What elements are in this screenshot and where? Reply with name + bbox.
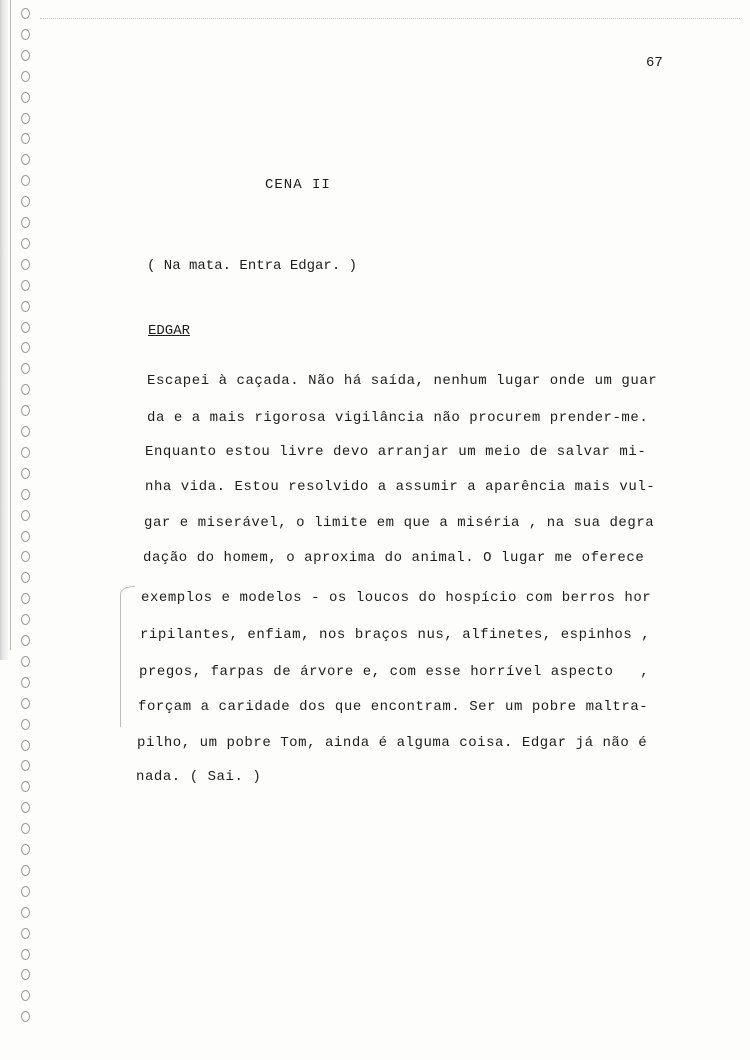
- binder-edge: [0, 0, 8, 660]
- punch-hole: [21, 71, 30, 82]
- punch-hole: [21, 154, 30, 165]
- punch-hole: [21, 217, 30, 228]
- speech-line: exemplos e modelos - os loucos do hospício com berros hor: [141, 590, 652, 606]
- punch-hole: [21, 113, 30, 124]
- punch-hole: [21, 969, 30, 980]
- punch-hole: [21, 322, 30, 333]
- punch-hole: [21, 656, 30, 667]
- punch-hole: [21, 238, 30, 249]
- speech-line: gar e miserável, o limite em que a miséria , na sua degra: [144, 515, 655, 531]
- punch-hole: [21, 823, 30, 834]
- punch-hole: [21, 844, 30, 855]
- stage-direction: ( Na mata. Entra Edgar. ): [147, 258, 358, 274]
- punch-hole: [21, 133, 30, 144]
- punch-hole: [21, 886, 30, 897]
- speech-line: da e a mais rigorosa vigilância não procurem prender-me.: [147, 410, 649, 426]
- punch-hole: [21, 907, 30, 918]
- punch-hole: [21, 29, 30, 40]
- top-rule: [40, 18, 740, 19]
- punch-hole: [21, 468, 30, 479]
- punch-hole: [21, 342, 30, 353]
- punch-hole: [21, 865, 30, 876]
- speech-line: forçam a caridade dos que encontram. Ser um pobre maltra-: [138, 699, 649, 715]
- speech-line: Enquanto estou livre devo arranjar um meio de salvar mi-: [145, 444, 647, 460]
- punch-hole: [21, 740, 30, 751]
- punch-hole: [21, 698, 30, 709]
- punch-hole: [21, 510, 30, 521]
- punch-hole: [21, 531, 30, 542]
- punch-hole: [21, 802, 30, 813]
- speech-line: nha vida. Estou resolvido a assumir a aparência mais vul-: [145, 479, 656, 495]
- punch-hole: [21, 175, 30, 186]
- punch-hole: [21, 551, 30, 562]
- speech-line: dação do homem, o aproxima do animal. O lugar me oferece: [143, 550, 645, 566]
- punch-holes: [21, 8, 41, 1048]
- punch-hole: [21, 405, 30, 416]
- binder-line: [10, 0, 11, 650]
- punch-hole: [21, 280, 30, 291]
- page-number: 67: [646, 55, 663, 71]
- punch-hole: [21, 8, 30, 19]
- punch-hole: [21, 426, 30, 437]
- scene-title: CENA II: [265, 177, 331, 193]
- punch-hole: [21, 1011, 30, 1022]
- speech-line: pilho, um pobre Tom, ainda é alguma coisa. Edgar já não é: [137, 735, 648, 751]
- punch-hole: [21, 384, 30, 395]
- punch-hole: [21, 301, 30, 312]
- speaker-name: EDGAR: [148, 323, 191, 339]
- punch-hole: [21, 92, 30, 103]
- punch-hole: [21, 259, 30, 270]
- speech-line: nada. ( Sai. ): [136, 769, 262, 785]
- punch-hole: [21, 50, 30, 61]
- punch-hole: [21, 781, 30, 792]
- punch-hole: [21, 635, 30, 646]
- punch-hole: [21, 949, 30, 960]
- margin-pencil-mark: [120, 586, 135, 727]
- punch-hole: [21, 719, 30, 730]
- punch-hole: [21, 928, 30, 939]
- punch-hole: [21, 489, 30, 500]
- punch-hole: [21, 572, 30, 583]
- speech-line: pregos, farpas de árvore e, com esse horrível aspecto ,: [139, 664, 650, 680]
- punch-hole: [21, 677, 30, 688]
- punch-hole: [21, 614, 30, 625]
- speech-line: ripilantes, enfiam, nos braços nus, alfinetes, espinhos ,: [140, 627, 651, 643]
- punch-hole: [21, 990, 30, 1001]
- speech-line: Escapei à caçada. Não há saída, nenhum lugar onde um guar: [147, 373, 658, 389]
- punch-hole: [21, 760, 30, 771]
- punch-hole: [21, 447, 30, 458]
- punch-hole: [21, 363, 30, 374]
- punch-hole: [21, 196, 30, 207]
- punch-hole: [21, 593, 30, 604]
